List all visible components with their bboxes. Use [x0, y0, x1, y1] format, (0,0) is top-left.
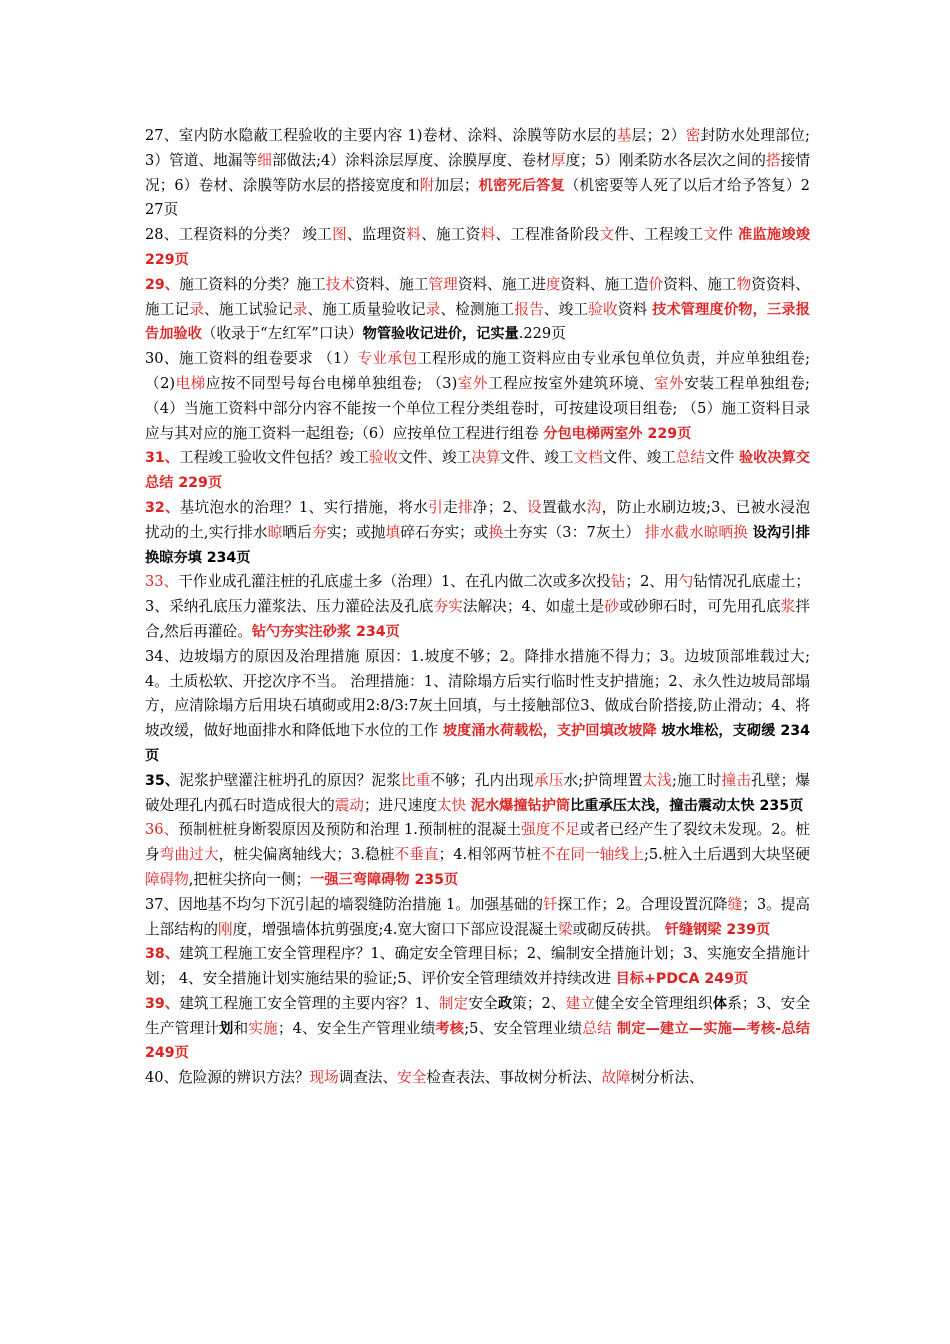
text-segment: 弯曲过大 — [159, 846, 219, 864]
text-segment: 建立 — [565, 994, 596, 1012]
text-segment: 预制桩桩身断裂原因及预防和治理 1.预制桩的混凝土 — [178, 821, 522, 839]
text-segment: 录 — [292, 300, 308, 318]
text-segment: ；3。提高上部结构的 — [145, 895, 810, 938]
text-segment: 29、 — [145, 276, 180, 293]
text-segment: 比重 — [400, 771, 431, 789]
text-segment: 报告 — [514, 300, 544, 318]
text-segment: 或砂卵石时，可先用孔底 — [619, 598, 781, 616]
text-segment: 、施工试验记 — [204, 300, 293, 318]
text-segment: 40、危险源的辨识方法？ — [145, 1069, 310, 1087]
text-segment: 考核 — [435, 1020, 465, 1037]
text-segment: 28、工程资料的分类？ 竣工 — [145, 226, 333, 244]
text-segment: 37、因地基不均匀下沉引起的墙裂缝防治措施 1。加强基础的 — [145, 895, 543, 913]
text-segment: 度 — [545, 275, 561, 293]
text-segment: 加层； — [434, 176, 479, 194]
text-segment: 基 — [616, 127, 632, 144]
text-segment: 钎 — [542, 895, 558, 913]
text-segment: 总结 — [582, 1019, 612, 1037]
text-segment: 走 — [443, 498, 458, 516]
text-segment: 基坑泡水的治理？1、实行措施，将水 — [179, 498, 429, 516]
text-segment: 不垂直 — [394, 846, 439, 864]
text-segment: 33、 — [145, 573, 179, 591]
text-segment: 梁 — [557, 920, 573, 938]
text-segment: 34、边坡塌方的原因及治理措施 原因：1.坡度不够；2。降排水措施不得力；3。边坡顶部堆载过大;4。土质松软、开挖次序不当。 治理措施：1、清除塌方后实行临时性支护措施；2、永久性边坡局部塌方，应清除塌方后用块石填砌或用2:8/3:7灰土回填，与土接触部位3、做成台阶搭接,防止滑动；4、将坡改缓，做好地面排水和降低地下水位的工作 — [145, 647, 810, 740]
text-segment: 封防水处理部位;3）管道、地漏等 — [145, 127, 810, 169]
paragraph-32 — [145, 496, 810, 570]
text-segment: 政 — [497, 995, 513, 1012]
text-segment: 换 — [488, 523, 504, 541]
text-segment: 验收 — [368, 449, 399, 467]
text-segment: 设沟引排换晾夯填 234页 — [145, 524, 810, 566]
text-segment: 坡度涌水荷载松，支护回填改坡降 — [442, 723, 657, 740]
paragraph-35 — [145, 769, 810, 819]
text-segment: 机密死后答复 — [478, 177, 565, 194]
text-segment: 、检测施工 — [440, 300, 515, 318]
text-segment: 文件 — [705, 449, 739, 467]
text-segment: 健全安全管理组织 — [595, 994, 713, 1012]
text-segment: 检查表法、事故树分析法、 — [426, 1069, 602, 1087]
text-segment: 钻勺夯实注砂浆 234页 — [251, 623, 400, 640]
text-segment: 附 — [419, 176, 435, 194]
text-segment: 室外 — [457, 374, 488, 392]
text-segment: 准监施竣竣 229页 — [145, 227, 810, 268]
text-segment: 拌合,然后再灌砼。 — [145, 598, 810, 640]
text-segment: 制定—建立—实施—考核-总结 249页 — [145, 1020, 810, 1062]
text-segment: 资料、施工造 — [560, 275, 649, 293]
text-segment: 、施工质量验收记 — [307, 300, 426, 318]
text-segment: 室外 — [654, 374, 685, 392]
text-segment: 文件、竣工 — [398, 449, 472, 467]
text-segment: 钻情况孔底虚土；3、采纳孔底压力灌浆法、压力灌砼法及孔底 — [145, 573, 810, 616]
paragraph-40 — [145, 1066, 810, 1091]
text-segment: 夯实 — [433, 598, 463, 616]
text-segment: 承压 — [533, 771, 564, 789]
text-segment: 建筑工程施工安全管理的主要内容？1、 — [179, 994, 439, 1012]
text-segment: 物 — [736, 275, 752, 293]
text-segment: 体 — [712, 995, 728, 1012]
paragraph-37 — [145, 893, 810, 943]
text-segment: 现场 — [309, 1069, 339, 1087]
text-segment: 部做法;4）涂料涂层厚度、涂膜厚度、卷材 — [271, 151, 551, 169]
text-segment: 和 — [233, 1019, 249, 1037]
text-segment: 或者已经产生了裂纹未发现。2。桩身 — [145, 821, 810, 864]
paragraph-31 — [145, 446, 810, 496]
text-segment: 不够；孔内出现 — [430, 771, 534, 789]
text-segment: 接情况；6）卷材、涂膜等防水层的搭接宽度和 — [145, 151, 810, 194]
text-segment: 坡水堆松，支砌缓 234页 — [145, 723, 810, 764]
text-segment: 总结 — [675, 449, 706, 467]
text-segment: 浆 — [780, 598, 796, 616]
text-segment: 文件、竣工 — [500, 449, 574, 467]
text-segment: 32、 — [145, 499, 180, 516]
paragraph-30 — [145, 347, 810, 446]
text-segment: 图 — [332, 226, 347, 244]
text-segment: 安装工程单独组卷;（4）当施工资料中部分内容不能按一个单位工程分类组卷时，可按建设项目组卷; （5）施工资料目录应与其对应的施工资料一起组卷;（6）应按单位工程进行组卷 — [145, 374, 810, 442]
text-segment: 资料、施工 — [355, 275, 429, 293]
text-segment: 法解决；4、如虚土是 — [462, 598, 605, 616]
text-segment: 不在同一轴线上 — [540, 846, 644, 864]
text-segment: 35、 — [145, 772, 180, 789]
text-segment: 缝 — [727, 895, 743, 913]
text-segment: 管理 — [428, 275, 458, 293]
text-segment: 太浅 — [642, 771, 673, 789]
text-segment: 文 — [703, 226, 719, 244]
text-segment: ;5、安全管理业绩 — [464, 1019, 583, 1037]
text-segment: 36、 — [145, 821, 179, 839]
text-segment: 专业承包 — [357, 350, 418, 368]
text-segment: 制定 — [438, 994, 469, 1012]
text-segment: 分包电梯两室外 229页 — [543, 425, 692, 442]
text-segment: 资料、施工 — [663, 275, 737, 293]
text-segment: 故障 — [601, 1069, 631, 1087]
text-segment: 设 — [527, 498, 542, 516]
text-segment: 或砌反砖拱。 — [572, 920, 665, 938]
text-segment: 技术管理度价物，三录报告加验收 — [145, 301, 810, 343]
text-segment: .229页 — [518, 325, 566, 343]
text-segment: 引 — [428, 498, 444, 516]
paragraph-28 — [145, 223, 810, 273]
text-segment: ;施工时 — [672, 771, 722, 789]
text-segment: 录 — [189, 300, 205, 318]
text-segment: 料 — [480, 226, 496, 244]
text-segment: 工程竣工验收文件包括？竣工 — [178, 449, 369, 467]
text-segment: 工程形成的施工资料应由专业承包单位负责，并应单独组卷;（2) — [145, 350, 810, 392]
text-segment: 资料 — [617, 300, 653, 318]
text-segment: 细 — [257, 151, 272, 169]
text-segment: 钻 — [610, 573, 626, 591]
text-segment: 太快 — [436, 796, 467, 814]
text-segment: 实施 — [248, 1019, 278, 1037]
paragraph-39 — [145, 992, 810, 1066]
text-segment: 厚 — [550, 151, 566, 169]
text-segment: 39、 — [145, 995, 180, 1012]
text-segment: ，桩尖偏离轴线大；3.稳桩 — [218, 846, 395, 864]
text-segment: 价 — [648, 275, 664, 293]
text-segment: ,把桩尖挤向一侧； — [188, 870, 311, 888]
paragraph-33 — [145, 570, 810, 644]
text-segment: 排 — [457, 498, 473, 516]
text-segment: 比重承压太浅，撞击震动太快 235页 — [570, 797, 804, 814]
text-segment: 文件、竣工 — [602, 449, 676, 467]
text-segment: ；4、安全生产管理业绩 — [277, 1019, 436, 1037]
text-segment: 资料、施工进 — [457, 275, 546, 293]
text-segment: 施工资料的分类？施工 — [179, 275, 326, 293]
text-segment: 钎缝钢梁 239页 — [664, 921, 771, 938]
text-segment: 干作业成孔灌注桩的孔底虚土多（治理）1、在孔内做二次或多次投 — [178, 573, 611, 591]
text-segment: 、工程准备阶段 — [495, 226, 600, 244]
text-segment: 度；5）刚柔防水各层次之间的 — [565, 151, 766, 169]
text-segment: 搭 — [765, 151, 781, 169]
text-segment: 晒后 — [282, 523, 312, 541]
text-segment: 工程应按室外建筑环境、 — [487, 374, 655, 392]
text-segment: 泥水爆撞钻护筒 — [470, 797, 571, 814]
text-segment: （机密要等人死了以后才给予答复）227页 — [145, 176, 810, 219]
text-segment: 震动 — [334, 796, 364, 814]
text-segment: 物管验收记进价，记实量 — [362, 326, 519, 343]
text-segment: 件 — [718, 226, 738, 244]
text-segment: 勺 — [678, 573, 694, 591]
text-segment: 38、 — [145, 946, 180, 963]
text-segment: 资资料、施工记 — [145, 275, 810, 318]
text-segment: 土夯实（3：7灰土） — [503, 523, 645, 541]
paragraph-27 — [145, 124, 810, 223]
text-segment: ；进尺速度 — [363, 796, 437, 814]
text-segment: 密 — [685, 127, 701, 144]
text-segment: 水;护筒埋置 — [563, 771, 643, 789]
text-segment: 文 — [599, 226, 615, 244]
text-segment: 验收决算交总结 229页 — [145, 450, 810, 492]
text-segment: 晾 — [267, 523, 283, 541]
text-segment: 31、 — [145, 450, 179, 467]
text-segment: 策；2、 — [512, 994, 566, 1012]
paragraph-36 — [145, 818, 810, 892]
text-segment: 孔壁；爆破处理孔内孤石时造成很大的 — [145, 771, 810, 814]
text-segment: 砂 — [604, 598, 620, 616]
text-segment: 文档 — [573, 449, 603, 467]
text-segment: 电梯 — [175, 374, 206, 392]
paragraph-34 — [145, 645, 810, 769]
text-segment: 技术 — [325, 275, 356, 293]
text-segment: 树分析法、 — [630, 1069, 704, 1087]
document-body — [145, 124, 810, 1091]
text-segment: 夯 — [311, 523, 327, 541]
text-segment: 目标+PDCA 249页 — [615, 971, 749, 988]
text-segment: 27、室内防水隐蔽工程验收的主要内容 1)卷材、涂料、涂膜等防水层的 — [145, 127, 617, 144]
text-segment: 录 — [425, 300, 441, 318]
text-segment: 刚 — [217, 920, 233, 938]
text-segment: ;5.桩入土后遇到大块坚硬 — [643, 846, 810, 864]
text-segment: ；2、用 — [625, 573, 679, 591]
text-segment: ，防止水刷边坡;3、已被水浸泡扰动的土,实行排水 — [145, 498, 810, 541]
text-segment: 系；3、安全生产管理计 — [145, 994, 810, 1037]
text-segment: 验收 — [588, 300, 618, 318]
text-segment: 障碍物 — [145, 870, 189, 888]
text-segment: 度，增强墙体抗剪强度;4.宽大窗口下部应设混凝土 — [232, 920, 558, 938]
text-segment: 强度不足 — [521, 821, 580, 839]
text-segment: 决算 — [471, 449, 501, 467]
text-segment: 层；2） — [631, 127, 686, 144]
text-segment: （收录于“左红军”口诀） — [201, 325, 363, 343]
text-segment: 净；2、 — [472, 498, 527, 516]
text-segment: 、竣工 — [543, 300, 589, 318]
text-segment: 探工作；2。合理设置沉降 — [557, 895, 728, 913]
text-segment: 、施工资 — [421, 226, 481, 244]
text-segment: 、监理资 — [346, 226, 407, 244]
text-segment: 安全 — [468, 994, 498, 1012]
text-segment: 置截水 — [541, 498, 587, 516]
paragraph-29 — [145, 273, 810, 347]
text-segment: 安全 — [397, 1069, 427, 1087]
text-segment: 排水截水晾晒换 — [644, 523, 748, 541]
text-segment: 填 — [385, 523, 401, 541]
text-segment: 沟 — [586, 498, 602, 516]
text-segment: 料 — [406, 226, 422, 244]
text-segment: 件、工程竣工 — [614, 226, 704, 244]
text-segment: ；4.相邻两节桩 — [438, 846, 541, 864]
text-segment: 撞击 — [721, 771, 752, 789]
text-segment: 划 — [219, 1020, 234, 1037]
text-segment: 建筑工程施工安全管理程序？1、确定安全管理目标；2、编制安全措施计划；3、实施安全措施计划； 4、安全措施计划实施结果的验证;5、评价安全管理绩效并持续改进 — [145, 945, 811, 988]
text-segment: 泥浆护壁灌注桩坍孔的原因？泥浆 — [179, 771, 401, 789]
text-segment: 调查法、 — [338, 1069, 398, 1087]
text-segment: 一强三弯障碍物 235页 — [310, 871, 459, 888]
paragraph-38 — [145, 942, 810, 992]
text-segment: 碎石夯实；或 — [400, 523, 489, 541]
text-segment: 实；或抛 — [326, 523, 386, 541]
text-segment: 应按不同型号每台电梯单独组卷; （3) — [205, 374, 458, 392]
text-segment: 30、施工资料的组卷要求 （1） — [145, 350, 358, 368]
